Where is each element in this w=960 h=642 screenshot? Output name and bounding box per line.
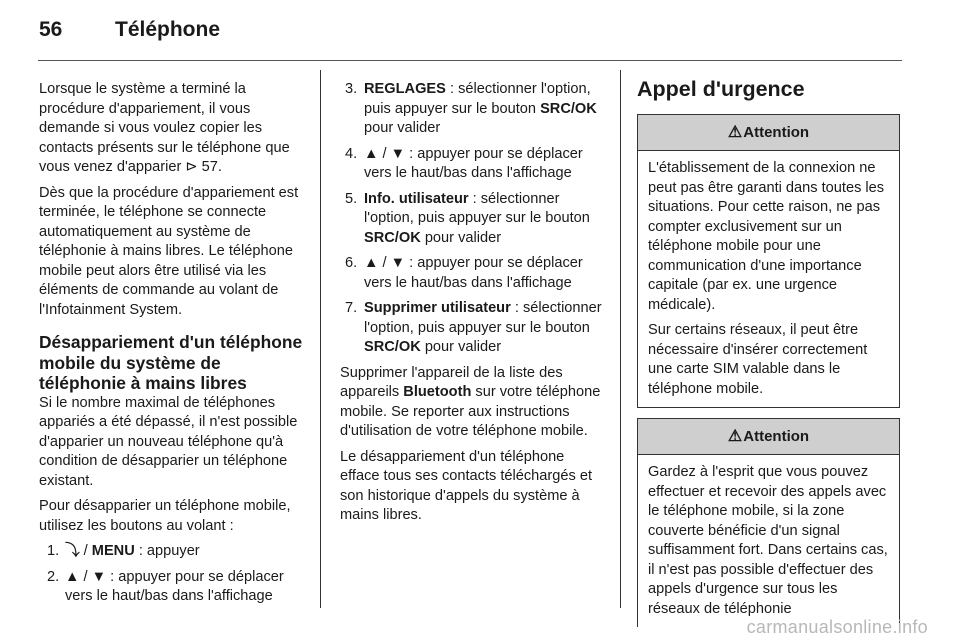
warning-header: [638, 419, 899, 455]
warning-header: [638, 115, 899, 151]
section-heading: Appel d'urgence: [637, 77, 805, 101]
page-title: Téléphone: [115, 18, 221, 41]
phone-hook-icon: ⤵: [65, 543, 80, 559]
list-item: [340, 145, 606, 184]
step-text: ▲ / ▼ : appuyer pour se déplacer vers le haut/bas dans l'affichage: [364, 145, 583, 181]
list-item: [39, 542, 305, 562]
column-3: [637, 76, 900, 637]
key-label: MENU: [91, 543, 135, 559]
paragraph: Dès que la procédure d'appariement est terminée, le téléphone se connecte automatiquement au système de téléphonie à mains libres. Le téléphone mobile peut alors être utilisé via les éléments de commande au volant de l'Infotainment System.: [39, 184, 299, 318]
header-rule: [38, 60, 902, 61]
list-item: [340, 80, 606, 139]
step-text: pour valider: [420, 339, 502, 355]
step-number: 2.: [47, 568, 60, 585]
column-divider: [320, 70, 321, 608]
warning-triangle-icon: ⚠: [727, 427, 743, 445]
step-text: : sélectionner l'option, puis appuyer sur le bouton: [364, 300, 602, 336]
paragraph: L'établissement de la connexion ne peut pas être garanti dans toutes les situations. Pour cette raison, ne pas compter exclusivement sur un téléphone mobile pour une communication d'une importance capitale (par ex. une urgence médicale).: [648, 160, 885, 313]
list-item: [340, 299, 606, 358]
step-text: ▲ / ▼ : appuyer pour se déplacer vers le haut/bas dans l'affichage: [364, 255, 583, 291]
paragraph: [340, 364, 606, 442]
text-span: Supprimer l'appareil de la liste des appareils: [340, 364, 563, 400]
key-label: SRC/OK: [364, 339, 421, 355]
warning-box: [637, 418, 900, 627]
paragraph: Sur certains réseaux, il peut être nécessaire d'insérer correctement une carte SIM valable dans le téléphone mobile.: [648, 322, 868, 397]
watermark: carmanualsonline.info: [746, 617, 928, 637]
warning-body: [638, 455, 899, 627]
list-item: [340, 190, 606, 249]
step-text: : sélectionner l'option, puis appuyer sur le bouton: [364, 81, 591, 117]
steps-list: [39, 542, 305, 607]
key-label: REGLAGES: [364, 81, 446, 97]
step-number: 1.: [47, 543, 60, 559]
page-number: 56: [39, 18, 63, 41]
step-number: 3.: [345, 81, 358, 97]
paragraph: Lorsque le système a terminé la procédure d'appariement, il vous demande si vous voulez copier les contacts présents sur le téléphone que vous venez d'apparier ⊳ 57.: [39, 81, 290, 175]
step-number: 4.: [345, 145, 358, 162]
step-text: ▲ / ▼ : appuyer pour se déplacer vers le haut/bas dans l'affichage: [65, 568, 284, 604]
paragraph: Si le nombre maximal de téléphones appariés a été dépassé, il n'est possible d'apparier un nouveau téléphone qu'à condition de désapparier un téléphone existant.: [39, 394, 298, 489]
warning-title: Attention: [743, 123, 810, 141]
steps-list: [340, 80, 606, 358]
section-heading: Désappariement d'un téléphone mobile du système de téléphonie à mains libres: [39, 332, 303, 393]
paragraph: Gardez à l'esprit que vous pouvez effectuer et recevoir des appels avec le téléphone mobile, si la zone couverte bénéficie d'un signal suffisamment fort. Dans certains cas, il n'est pas possible d'effectuer des appels d'urgence sur tous les réseaux de téléphonie: [648, 464, 888, 617]
list-item: [340, 254, 606, 293]
paragraph: Pour désapparier un téléphone mobile, utilisez les boutons au volant :: [39, 498, 291, 534]
text-span: sur votre téléphone mobile. Se reporter aux instructions d'utilisation de votre téléphone mobile.: [340, 384, 601, 439]
step-number: 5.: [345, 190, 358, 207]
key-label: SRC/OK: [540, 100, 597, 117]
warning-triangle-icon: ⚠: [727, 123, 743, 141]
step-number: 6.: [345, 255, 358, 271]
list-item: [39, 568, 305, 607]
key-label: SRC/OK: [364, 229, 421, 246]
key-label: Supprimer utilisateur: [364, 300, 511, 316]
step-number: 7.: [345, 300, 358, 316]
column-divider: [620, 70, 621, 608]
warning-box: [637, 114, 900, 408]
warning-title: Attention: [743, 427, 810, 445]
key-label: Info. utilisateur: [364, 190, 469, 207]
column-2: [340, 80, 606, 532]
warning-body: [638, 151, 899, 407]
step-text: : sélectionner l'option, puis appuyer sur le bouton: [364, 190, 590, 226]
separator: /: [79, 543, 92, 559]
step-text: pour valider: [420, 229, 502, 246]
page-header: [39, 18, 220, 48]
column-1: [39, 80, 305, 613]
key-label: Bluetooth: [403, 384, 472, 400]
step-text: pour valider: [364, 120, 441, 136]
paragraph: Le désappariement d'un téléphone efface tous ses contacts téléchargés et son historique d'appels du système à mains libres.: [340, 448, 593, 523]
step-text: : appuyer: [134, 543, 200, 559]
